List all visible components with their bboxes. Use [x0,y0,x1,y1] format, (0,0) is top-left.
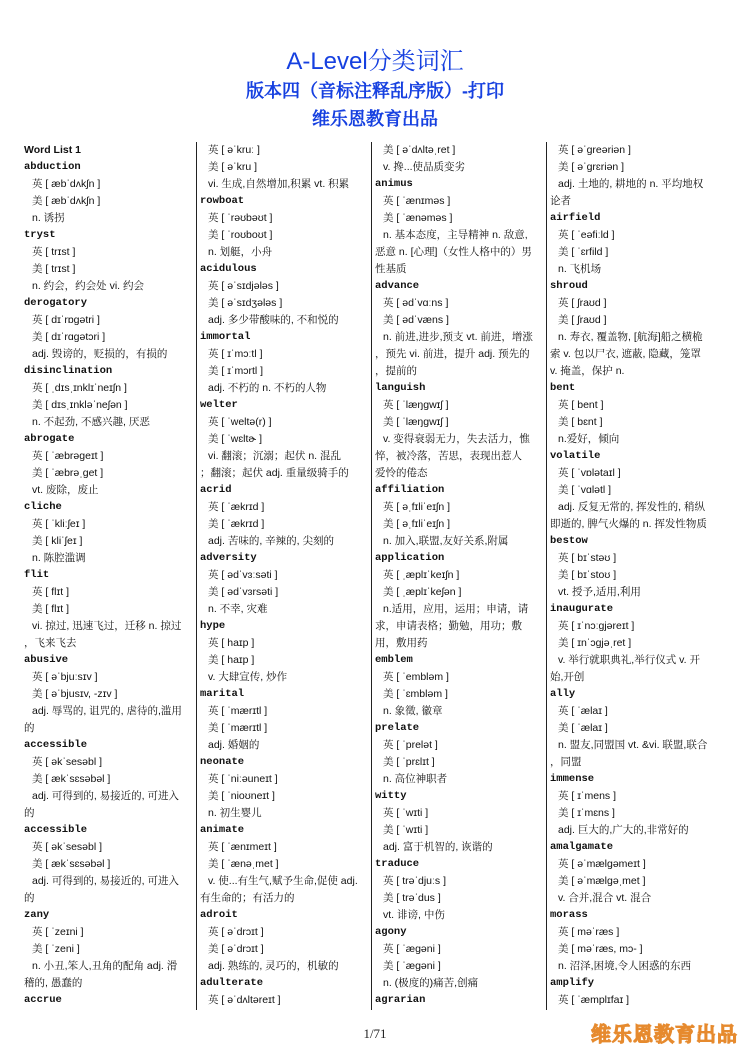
phonetic-line: 英 [ æbˈdʌkʃn ] [32,178,101,190]
phonetic-line: 美 [ ˈmærɪtl ] [208,722,268,734]
phonetic-line: 美 [ ʃraʊd ] [558,314,607,326]
definition-continuation: 求，申请表格；勤勉，用功；敷 [375,620,522,632]
headword: disinclination [24,365,113,377]
headword: adroit [200,909,238,921]
headword: acrid [200,484,232,496]
phonetic-line: 英 [ əˈbjuːsɪv ] [32,671,98,683]
phonetic-line: 英 [ ˌdɪsˌɪnklɪˈneɪʃn ] [32,382,127,394]
phonetic-line: 英 [ ˈælaɪ ] [558,705,608,717]
phonetic-line: 英 [ bɪˈstəʊ ] [558,552,617,564]
definition-line: n. 陈腔滥调 [32,552,86,564]
headword: animate [200,824,245,836]
headword: bent [550,382,576,394]
phonetic-line: 英 [ ˈniːəuneɪt ] [208,773,278,785]
phonetic-line: 英 [ ɪˈnɔːgjəreɪt ] [558,620,635,632]
headword: shroud [550,280,588,292]
phonetic-line: 英 [ trəˈdjuːs ] [383,875,447,887]
definition-continuation: v. 掩盖，保护 n. [550,365,625,377]
definition-line: v. 使...有生气,赋予生命,促使 adj. [208,875,358,887]
definition-line: n. 沼泽,困境,令人困惑的东西 [558,960,692,972]
phonetic-line: 美 [ æbˈdʌkʃn ] [32,195,101,207]
headword: hype [200,620,226,632]
definition-line: n. 飞机场 [558,263,602,275]
headword: adversity [200,552,257,564]
phonetic-line: 美 [ dɪsˌɪnkləˈneʃən ] [32,399,128,411]
word-column-4 [550,142,722,1014]
headword: cliche [24,501,62,513]
definition-continuation: ，同盟 [550,756,582,768]
phonetic-line: 美 [ ˈprɛlɪt ] [383,756,435,768]
phonetic-line: 美 [ ˈwɪti ] [383,824,429,836]
headword: abduction [24,161,81,173]
headword: marital [200,688,245,700]
definition-line: adj. 熟练的, 灵巧的，机敏的 [208,960,339,972]
page-number: 1/71 [363,1026,387,1041]
definition-line: vt. 废除，废止 [32,484,99,496]
headword: immense [550,773,595,785]
phonetic-line: 英 [ ˌæplɪˈkeɪʃn ] [383,569,460,581]
definition-continuation: 的 [24,722,35,734]
phonetic-line: 美 [ ækˈsɛsəbəl ] [32,858,111,870]
phonetic-line: 英 [ ˈlæŋgwɪʃ ] [383,399,449,411]
definition-line: n. 寿衣, 覆盖物, [航海]船之横桅 [558,331,703,343]
definition-line: n. 盟友,同盟国 vt. &vi. 联盟,联合 [558,739,708,751]
column-divider [371,142,372,1010]
definition-continuation: ，提前的 [375,365,417,377]
phonetic-line: 美 [ ˈælaɪ ] [558,722,608,734]
phonetic-line: 英 [ ədˈvɑːns ] [383,297,449,309]
definition-line: vi. 翻滚；沉溺；起伏 n. 混乱 [208,450,342,462]
phonetic-line: 美 [ trəˈdus ] [383,892,441,904]
phonetic-line: 英 [ ɪˈmɔːtl ] [208,348,263,360]
headword: volatile [550,450,601,462]
phonetic-line: 美 [ ˈvɑlətl ] [558,484,612,496]
headword: welter [200,399,238,411]
page-title: A-Level分类词汇 [286,48,464,75]
definition-line: n. 小丑,笨人,丑角的配角 adj. 滑 [32,960,178,972]
phonetic-line: 英 [ ˈembləm ] [383,671,449,683]
definition-continuation: ；翻滚；起伏 adj. 重量级骑手的 [200,467,349,479]
phonetic-line: 美 [ ɪˈmɔrtl ] [208,365,264,377]
phonetic-line: 英 [ ədˈvɜːsəti ] [208,569,278,581]
phonetic-line: 美 [ ˈægəni ] [383,960,441,972]
phonetic-line: 美 [ ækˈsɛsəbəl ] [32,773,111,785]
definition-continuation: 论者 [550,195,571,207]
phonetic-line: 英 [ əˈkruː ] [208,144,260,156]
headword: derogatory [24,297,88,309]
definition-line: v. 举行就职典礼,举行仪式 v. 开 [558,654,700,666]
phonetic-line: 美 [ flɪt ] [32,603,69,615]
definition-continuation: 始,开创 [550,671,585,683]
headword: abusive [24,654,69,666]
headword: amplify [550,977,595,989]
phonetic-line: 英 [ məˈræs ] [558,926,620,938]
phonetic-line: 美 [ ˈænəˌmet ] [208,858,279,870]
definition-line: v. 大肆宣传, 炒作 [208,671,288,683]
phonetic-line: 美 [ ˈlæŋgwɪʃ ] [383,416,449,428]
phonetic-line: 美 [ kliˈʃeɪ ] [32,535,83,547]
definition-line: n. 初生婴儿 [208,807,262,819]
headword: tryst [24,229,56,241]
headword: witty [375,790,407,802]
definition-line: n. 约会，约会处 vi. 约会 [32,280,145,292]
publisher-line: 维乐恩教育出品 [312,109,438,129]
definition-continuation: 用，敷用药 [375,637,428,649]
headword: advance [375,280,420,292]
phonetic-line: 美 [ ˈnioʊneɪt ] [208,790,275,802]
headword: rowboat [200,195,245,207]
phonetic-line: 英 [ əˈdrɔɪt ] [208,926,264,938]
definition-line: n. (极度的)痛苦,创痛 [383,977,479,989]
definition-line: vi. 掠过, 迅速飞过，迁移 n. 掠过 [32,620,182,632]
phonetic-line: 美 [ ˌæplɪˈkeʃən ] [383,586,462,598]
definition-continuation: 爱怜的倦态 [375,467,428,479]
phonetic-line: 英 [ ˈwɪti ] [383,807,429,819]
headword: application [375,552,445,564]
column-divider [196,142,197,1010]
definition-continuation: 即逝的, 脾气火爆的 n. 挥发性物质 [550,518,707,530]
phonetic-line: 美 [ əˌfɪliˈeɪʃn ] [383,518,450,530]
phonetic-line: 美 [ əˈdrɔɪt ] [208,943,264,955]
phonetic-line: 美 [ ˈɛrfild ] [558,246,609,258]
phonetic-line: 美 [ ˈroʊboʊt ] [208,229,273,241]
phonetic-line: 美 [ trɪst ] [32,263,76,275]
phonetic-line: 英 [ ˈæbrəgeɪt ] [32,450,104,462]
phonetic-line: 美 [ ədˈvæns ] [383,314,449,326]
definition-line: vt. 诽谤, 中伤 [383,909,445,921]
definition-line: adj. 婚姻的 [208,739,260,751]
definition-line: adj. 巨大的,广大的,非常好的 [558,824,689,836]
page-subtitle: 版本四（音标注释乱序版）-打印 [246,81,504,101]
phonetic-line: 美 [ ˈwɛltɚ ] [208,433,262,445]
headword: bestow [550,535,588,547]
phonetic-line: 英 [ haɪp ] [208,637,255,649]
phonetic-line: 美 [ ɪnˈɔgjəˌret ] [558,637,632,649]
headword: accessible [24,739,88,751]
definition-line: adj. 苦味的, 辛辣的, 尖刻的 [208,535,335,547]
definition-line: v. 搀...使品质变劣 [383,161,466,173]
phonetic-line: 美 [ məˈræs, mɔ- ] [558,943,643,955]
phonetic-line: 美 [ ˈɛmbləm ] [383,688,448,700]
definition-line: n. 不幸, 灾难 [208,603,268,615]
headword: amalgamate [550,841,614,853]
definition-continuation: 性基质 [375,263,407,275]
phonetic-line: 英 [ ˈmærɪtl ] [208,705,268,717]
phonetic-line: 英 [ ˈvɒlətaɪl ] [558,467,621,479]
phonetic-line: 英 [ ˈprelət ] [383,739,438,751]
word-column-2 [200,142,368,1014]
phonetic-line: 美 [ ˈæbrəˌget ] [32,467,104,479]
definition-continuation: ，飞来飞去 [24,637,77,649]
headword: ally [550,688,576,700]
phonetic-line: 美 [ bɛnt ] [558,416,603,428]
phonetic-line: 英 [ ɪˈmens ] [558,790,616,802]
watermark-logo: 维乐恩教育出品 [591,1022,738,1046]
definition-line: v. 合并,混合 vt. 混合 [558,892,652,904]
headword: acidulous [200,263,257,275]
definition-line: adj. 可得到的, 易接近的, 可进入 [32,790,180,802]
definition-line: n.爱好，倾向 [558,433,620,445]
phonetic-line: 英 [ ˈeəfiːld ] [558,229,615,241]
headword: animus [375,178,413,190]
phonetic-line: 英 [ əkˈsesəbl ] [32,756,103,768]
definition-line: adj. 毁谤的，贬损的，有损的 [32,348,168,360]
phonetic-line: 英 [ flɪt ] [32,586,69,598]
phonetic-line: 英 [ trɪst ] [32,246,76,258]
column-divider [546,142,547,1010]
definition-line: vt. 授予,适用,利用 [558,586,641,598]
definition-continuation: ，预先 vi. 前进，提升 adj. 预先的 [375,348,530,360]
phonetic-line: 美 [ əˈkru ] [208,161,258,173]
phonetic-line: 美 [ əˈgrɛriən ] [558,161,625,173]
phonetic-line: 英 [ ˈægəni ] [383,943,441,955]
definition-continuation: 悴，被冷落，苦思，表现出惹人 [375,450,522,462]
headword: neonate [200,756,245,768]
phonetic-line: 英 [ əˈmælgəmeɪt ] [558,858,646,870]
headword: prelate [375,722,420,734]
definition-continuation: 有生命的；有活力的 [200,892,295,904]
phonetic-line: 英 [ dɪˈrɒgətri ] [32,314,100,326]
phonetic-line: 美 [ ˈænəməs ] [383,212,453,224]
phonetic-line: 英 [ ˈænɪmeɪt ] [208,841,277,853]
headword: emblem [375,654,413,666]
definition-line: n. 高位神职者 [383,773,448,785]
phonetic-line: 美 [ ɪˈmɛns ] [558,807,615,819]
phonetic-line: 英 [ ʃraʊd ] [558,297,607,309]
definition-line: n. 划艇，小舟 [208,246,273,258]
headword: agrarian [375,994,426,1006]
definition-line: adj. 可得到的, 易接近的, 可进入 [32,875,180,887]
phonetic-line: 美 [ ˈækrɪd ] [208,518,265,530]
definition-line: n. 加入,联盟,友好关系,附属 [383,535,509,547]
phonetic-line: 英 [ əˈsɪdjələs ] [208,280,279,292]
headword: traduce [375,858,420,870]
headword: immortal [200,331,251,343]
definition-line: vi. 生成,自然增加,积累 vt. 积累 [208,178,350,190]
definition-continuation: 稽的, 愚蠢的 [24,977,83,989]
definition-line: n. 不起劲, 不感兴趣, 厌恶 [32,416,150,428]
definition-continuation: 索 v. 包以尸衣, 遮蔽, 隐藏，笼罩 [550,348,701,360]
word-column-1 [24,142,192,1014]
definition-continuation: 恶意 n. [心理]（女性人格中的）男 [375,246,532,258]
headword: adulterate [200,977,264,989]
phonetic-line: 美 [ əˈmælgəˌmet ] [558,875,646,887]
phonetic-line: 英 [ əˈgreəriən ] [558,144,631,156]
definition-line: adj. 土地的, 耕地的 n. 平均地权 [558,178,704,190]
definition-line: n. 前进,进步,预支 vt. 前进，增涨 [383,331,533,343]
word-column-3 [375,142,543,1014]
phonetic-line: 英 [ ˈænɪməs ] [383,195,451,207]
phonetic-line: 英 [ ˈkliːʃeɪ ] [32,518,86,530]
headword: airfield [550,212,601,224]
phonetic-line: 英 [ əkˈsesəbl ] [32,841,103,853]
headword: flit [24,569,50,581]
definition-line: adj. 反复无常的, 挥发性的, 稍纵 [558,501,706,513]
headword: accrue [24,994,62,1006]
definition-line: n. 象徵, 徽章 [383,705,443,717]
headword: languish [375,382,426,394]
phonetic-line: 英 [ ˈrəʊbəʊt ] [208,212,273,224]
definition-line: adj. 富于机智的, 诙谐的 [383,841,493,853]
phonetic-line: 美 [ əˈdʌltəˌret ] [383,144,456,156]
definition-line: v. 变得衰弱无力，失去活力，憔 [383,433,530,445]
phonetic-line: 英 [ əˈdʌltəreɪt ] [208,994,281,1006]
headword: inaugurate [550,603,614,615]
headword: zany [24,909,50,921]
headword: abrogate [24,433,75,445]
phonetic-line: 英 [ ˈækrɪd ] [208,501,265,513]
definition-line: n. 基本态度，主导精神 n. 敌意, [383,229,528,241]
phonetic-line: 美 [ əˈbjusɪv, -zɪv ] [32,688,118,700]
definition-line: adj. 辱骂的, 诅咒的, 虐待的,滥用 [32,705,182,717]
headword: accessible [24,824,88,836]
definition-continuation: 的 [24,892,35,904]
phonetic-line: 英 [ ˈæmplɪfaɪ ] [558,994,630,1006]
definition-line: n. 诱拐 [32,212,65,224]
phonetic-line: 英 [ ˈzeɪni ] [32,926,84,938]
headword: morass [550,909,588,921]
definition-line: adj. 不朽的 n. 不朽的人物 [208,382,327,394]
phonetic-line: 美 [ ˈzeni ] [32,943,80,955]
headword: affiliation [375,484,445,496]
phonetic-line: 美 [ bɪˈstoʊ ] [558,569,617,581]
phonetic-line: 美 [ haɪp ] [208,654,255,666]
phonetic-line: 英 [ ˈweltə(r) ] [208,416,272,428]
headword: agony [375,926,407,938]
phonetic-line: 美 [ əˈsɪdʒələs ] [208,297,283,309]
definition-line: adj. 多少带酸味的, 不和悦的 [208,314,339,326]
word-list-heading: Word List 1 [24,144,81,156]
phonetic-line: 英 [ əˌfɪliˈeɪʃn ] [383,501,450,513]
phonetic-line: 美 [ dɪˈrɑgətɔri ] [32,331,106,343]
definition-line: n.适用，应用，运用；申请，请 [383,603,529,615]
phonetic-line: 美 [ ədˈvɜrsəti ] [208,586,279,598]
phonetic-line: 英 [ bent ] [558,399,604,411]
definition-continuation: 的 [24,807,35,819]
